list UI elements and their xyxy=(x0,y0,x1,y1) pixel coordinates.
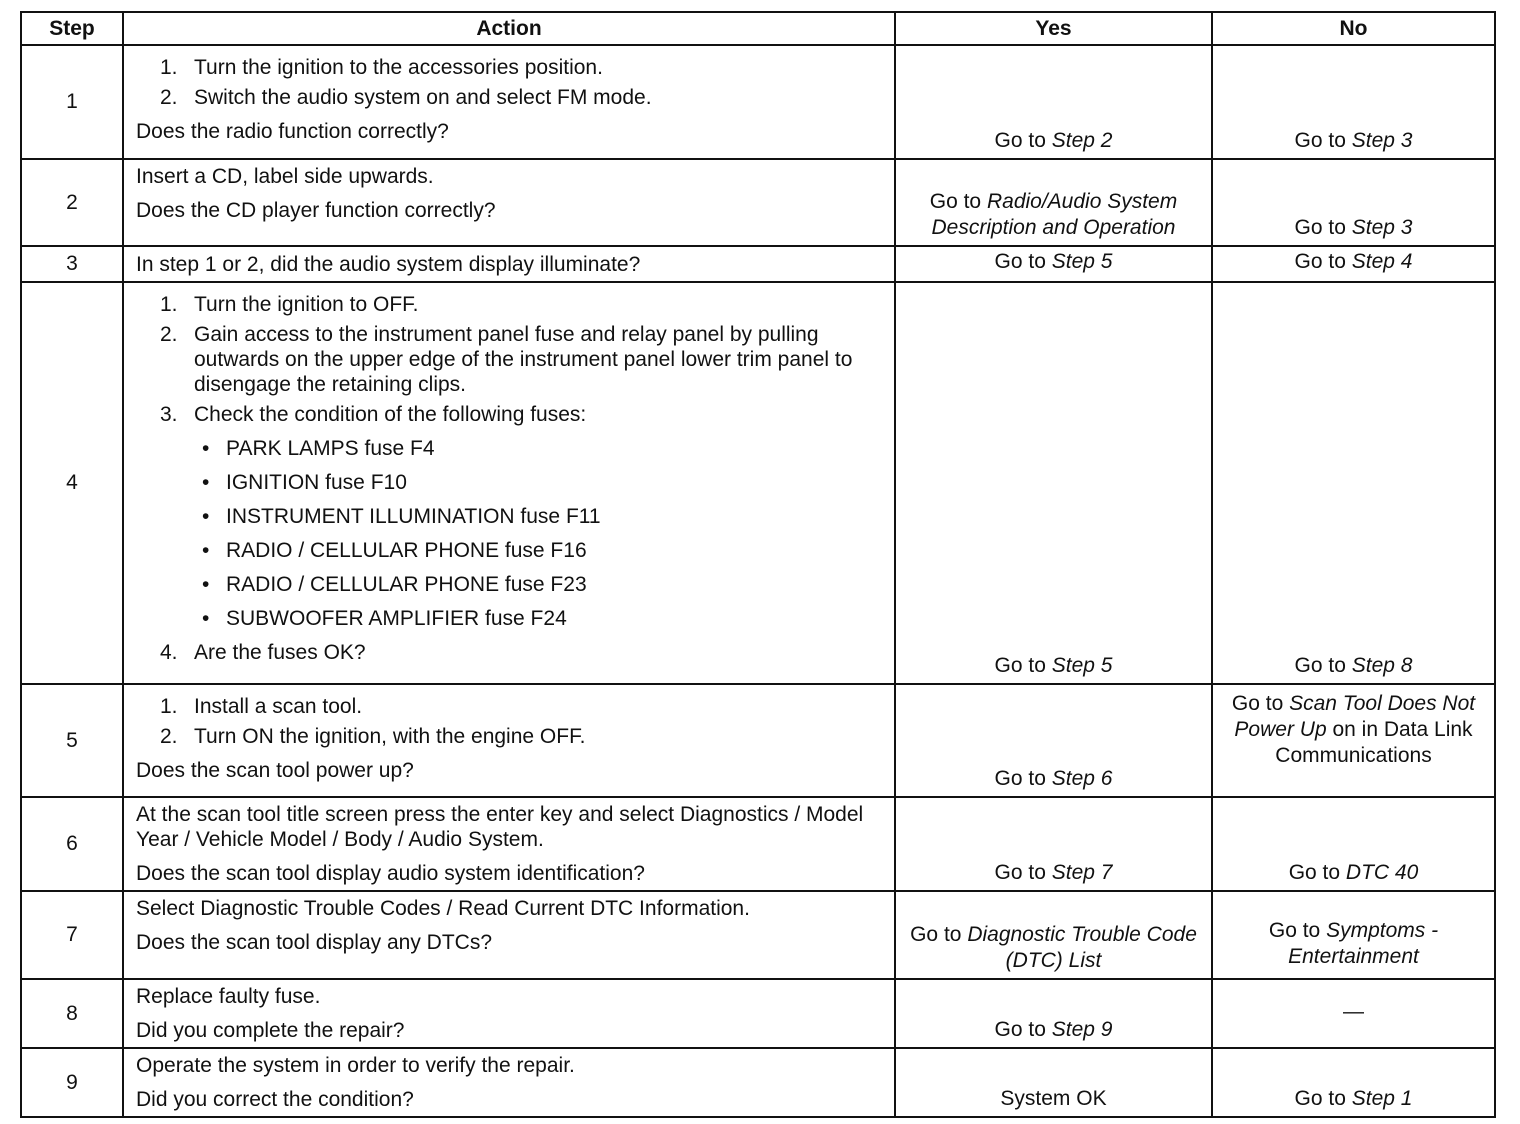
question-text: Does the scan tool display any DTCs? xyxy=(136,931,493,954)
bullet-icon: • xyxy=(202,607,210,630)
action-cell xyxy=(123,797,895,891)
action-text: At the scan tool title screen press the enter key and select Diagnostics / Model Year / Vehicle Model / Body / Audio System. xyxy=(136,803,864,851)
yes-cell: Go to Step 5 xyxy=(895,246,1212,282)
fuse-item: • INSTRUMENT ILLUMINATION fuse F11 xyxy=(202,505,601,528)
table-row xyxy=(21,1048,1495,1117)
action-text: Insert a CD, label side upwards. xyxy=(136,165,434,188)
bullet-icon: • xyxy=(202,539,210,562)
step-number: 2 xyxy=(21,159,123,246)
no-cell: Go to Step 8 xyxy=(1212,282,1495,684)
question-text: Does the scan tool power up? xyxy=(136,759,414,782)
step-number: 8 xyxy=(21,979,123,1048)
yes-cell: Go to Radio/Audio System Description and Operation xyxy=(895,159,1212,246)
bullet-icon: • xyxy=(202,471,210,494)
step-number: 4 xyxy=(21,282,123,684)
no-cell: Go to Scan Tool Does Not Power Up on in Data Link Communications xyxy=(1212,684,1495,797)
numbered-step: 1. Turn the ignition to OFF. xyxy=(160,293,419,316)
no-cell xyxy=(1212,979,1495,1048)
step-number: 9 xyxy=(21,1048,123,1117)
action-cell xyxy=(123,891,895,979)
header-no: No xyxy=(1212,12,1495,45)
yes-cell: Go to Step 2 xyxy=(895,45,1212,159)
fuse-item: • IGNITION fuse F10 xyxy=(202,471,407,494)
numbered-step: 1. Install a scan tool. xyxy=(160,695,363,718)
no-link: Step 3 xyxy=(1351,129,1413,152)
action-cell xyxy=(123,45,895,159)
bullet-icon: • xyxy=(202,505,210,528)
step-number: 5 xyxy=(21,684,123,797)
yes-cell: Go to Diagnostic Trouble Code (DTC) List xyxy=(895,891,1212,979)
yes-link: Step 5 xyxy=(1051,654,1113,677)
yes-cell: Go to Step 9 xyxy=(895,979,1212,1048)
action-cell xyxy=(123,282,895,684)
yes-cell xyxy=(895,1048,1212,1117)
yes-link: Step 9 xyxy=(1051,1018,1113,1041)
yes-link: Step 7 xyxy=(1051,861,1113,884)
action-cell xyxy=(123,159,895,246)
yes-cell: Go to Step 6 xyxy=(895,684,1212,797)
action-cell xyxy=(123,684,895,797)
step-number: 7 xyxy=(21,891,123,979)
yes-link: Diagnostic Trouble Code (DTC) List xyxy=(967,923,1197,972)
action-text: Replace faulty fuse. xyxy=(136,985,321,1008)
numbered-step: 2. Turn ON the ignition, with the engine OFF. xyxy=(160,725,586,748)
yes-cell: Go to Step 7 xyxy=(895,797,1212,891)
step-number: 3 xyxy=(21,246,123,282)
numbered-step: 1. Turn the ignition to the accessories position. xyxy=(160,56,603,79)
question-text: Does the radio function correctly? xyxy=(136,120,449,143)
yes-link: Step 2 xyxy=(1051,129,1113,152)
fuse-item: • SUBWOOFER AMPLIFIER fuse F24 xyxy=(202,607,567,630)
no-cell: Go to Step 4 xyxy=(1212,246,1495,282)
header-action: Action xyxy=(123,12,895,45)
step-number: 6 xyxy=(21,797,123,891)
table-row xyxy=(21,45,1495,159)
bullet-icon: • xyxy=(202,573,210,596)
action-text: Operate the system in order to verify the repair. xyxy=(136,1054,575,1077)
header-step: Step xyxy=(21,12,123,45)
fuse-item: • RADIO / CELLULAR PHONE fuse F16 xyxy=(202,539,587,562)
table-row xyxy=(21,282,1495,684)
no-cell: Go to DTC 40 xyxy=(1212,797,1495,891)
action-cell xyxy=(123,246,895,282)
header-row xyxy=(21,12,1495,45)
no-cell: Go to Step 1 xyxy=(1212,1048,1495,1117)
no-link: Step 3 xyxy=(1351,216,1413,239)
no-link: Step 8 xyxy=(1351,654,1413,677)
yes-link: Radio/Audio System Description and Operation xyxy=(931,190,1178,239)
numbered-step: 2. Switch the audio system on and select FM mode. xyxy=(160,86,652,109)
fuse-item: • PARK LAMPS fuse F4 xyxy=(202,437,435,460)
table-row xyxy=(21,159,1495,246)
yes-link: Step 5 xyxy=(1051,250,1113,273)
no-link: Step 1 xyxy=(1351,1087,1413,1110)
bullet-icon: • xyxy=(202,437,210,460)
no-link: Step 4 xyxy=(1351,250,1413,273)
step-number: 1 xyxy=(21,45,123,159)
question-text: Does the CD player function correctly? xyxy=(136,199,496,222)
no-link: Symptoms - Entertainment xyxy=(1288,919,1439,968)
table-row xyxy=(21,684,1495,797)
numbered-step: 4. Are the fuses OK? xyxy=(160,641,366,664)
no-link: DTC 40 xyxy=(1345,861,1419,884)
no-link: Scan Tool Does Not Power Up xyxy=(1234,692,1476,741)
numbered-step: 2. Gain access to the instrument panel fuse and relay panel by pulling outwards on the upper edge of the instrument panel lower trim panel to disengage the retaining clips. xyxy=(160,323,853,396)
numbered-step: 3. Check the condition of the following fuses: xyxy=(160,403,587,426)
table-row xyxy=(21,246,1495,282)
yes-cell: Go to Step 5 xyxy=(895,282,1212,684)
yes-value: System OK xyxy=(1000,1087,1107,1110)
question-text: In step 1 or 2, did the audio system display illuminate? xyxy=(136,252,641,276)
header-yes: Yes xyxy=(895,12,1212,45)
fuse-item: • RADIO / CELLULAR PHONE fuse F23 xyxy=(202,573,587,596)
no-value: — xyxy=(1343,999,1364,1023)
no-cell: Go to Step 3 xyxy=(1212,45,1495,159)
action-cell xyxy=(123,979,895,1048)
yes-link: Step 6 xyxy=(1051,767,1113,790)
no-cell: Go to Step 3 xyxy=(1212,159,1495,246)
table-row xyxy=(21,979,1495,1048)
no-cell: Go to Symptoms - Entertainment xyxy=(1212,891,1495,979)
diagnostic-table xyxy=(20,11,1496,1118)
table-row xyxy=(21,891,1495,979)
action-text: Select Diagnostic Trouble Codes / Read Current DTC Information. xyxy=(136,897,750,920)
question-text: Does the scan tool display audio system identification? xyxy=(136,862,645,885)
action-cell xyxy=(123,1048,895,1117)
table-row xyxy=(21,797,1495,891)
question-text: Did you complete the repair? xyxy=(136,1019,405,1042)
question-text: Did you correct the condition? xyxy=(136,1088,414,1111)
